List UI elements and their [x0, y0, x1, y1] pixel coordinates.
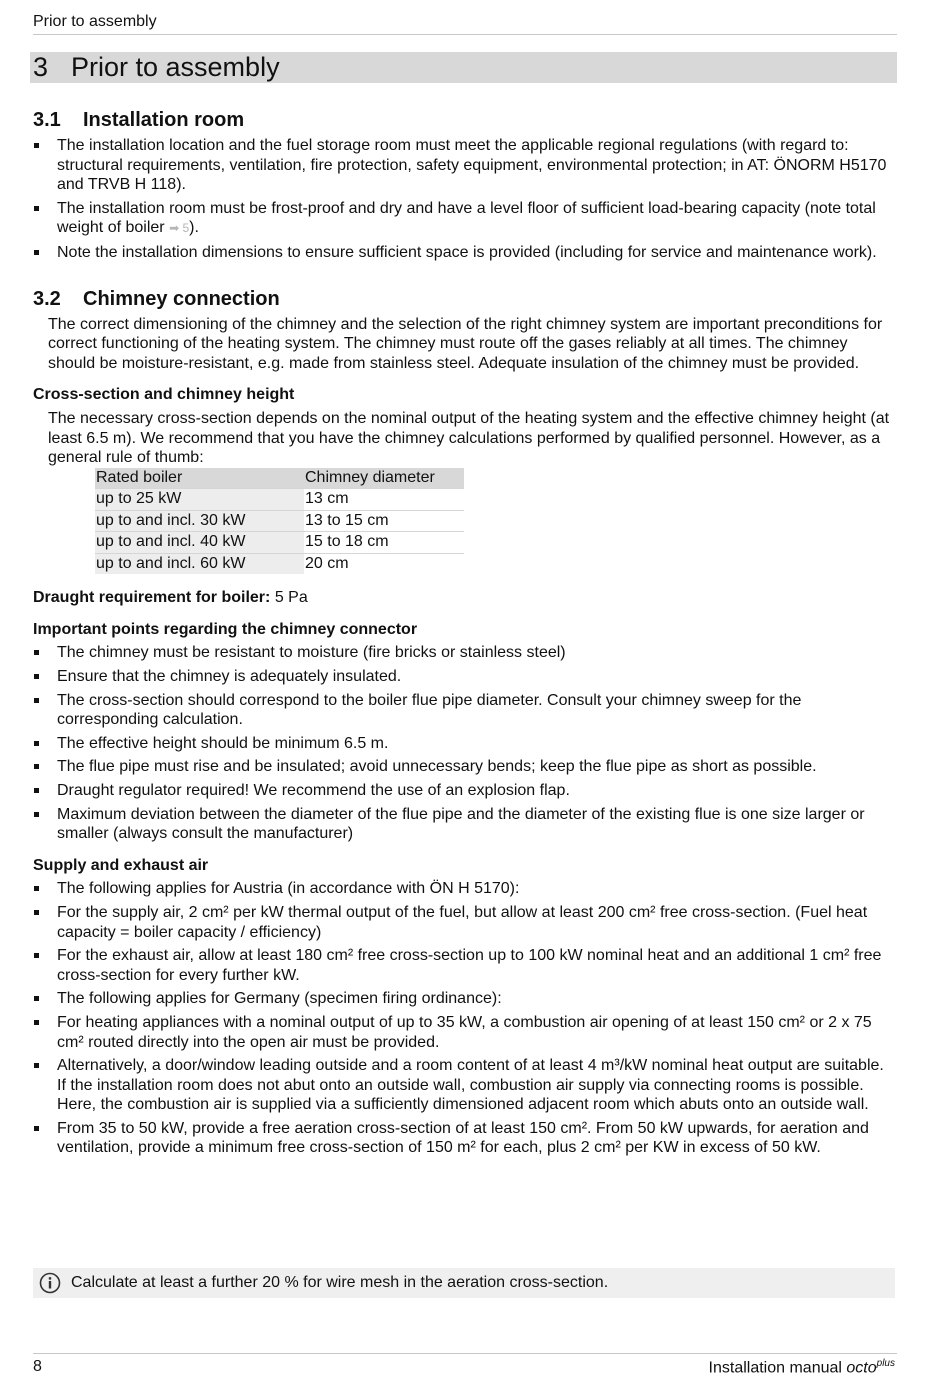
- list-item: Alternatively, a door/window leading outside and a room content of at least 4 m³/kW nominal heat output are suitable. If the installation room does not abut onto an outside wall, combustion air supply via connecting rooms is possible. Here, the combustion air is supplied via a sufficiently dimensioned adjacent room which abuts onto an outside wall.: [33, 1056, 897, 1115]
- list-item: The chimney must be resistant to moisture (fire bricks or stainless steel): [33, 643, 897, 663]
- page-number: 8: [33, 1358, 42, 1375]
- table-cell: up to and incl. 60 kW: [95, 553, 304, 574]
- section-heading-chimney-connection: [33, 287, 897, 311]
- list-item: For heating appliances with a nominal output of up to 35 kW, a combustion air opening of at least 150 cm² or 2 x 75 cm² routed directly into the open air must be provided.: [33, 1013, 897, 1052]
- supply-exhaust-heading: Supply and exhaust air: [33, 856, 209, 874]
- list-item: Note the installation dimensions to ensure sufficient space is provided (including for service and maintenance work).: [33, 243, 897, 263]
- table-cell: 13 cm: [304, 489, 464, 511]
- draught-requirement: [33, 588, 897, 608]
- section-heading-installation-room: [33, 108, 897, 132]
- list-item: Maximum deviation between the diameter of the flue pipe and the diameter of the existing flue is one size larger or smaller (always consult the manufacturer): [33, 805, 897, 844]
- list-item: For the exhaust air, allow at least 180 cm² free cross-section up to 100 kW nominal heat and an additional 1 cm² free cross-section for every further kW.: [33, 946, 897, 985]
- table-header-cell: Rated boiler: [95, 468, 304, 489]
- chimney-diameter-table: [95, 468, 464, 575]
- cross-section-heading: Cross-section and chimney height: [33, 386, 295, 404]
- chapter-number: 3: [33, 52, 49, 82]
- section-title: Installation room: [83, 109, 245, 131]
- list-item: The installation location and the fuel storage room must meet the applicable regional regulations (with regard to: structural requirements, ventilation, fire protection, safety equipment, environmental protection; in AT: ÖNORM H5170 and TRVB H 118).: [33, 136, 897, 195]
- section-number: 3.2: [33, 287, 61, 310]
- connector-list: [33, 643, 897, 843]
- section-title: Chimney connection: [83, 287, 280, 310]
- cross-section-paragraph: The necessary cross-section depends on the nominal output of the heating system and the effective chimney height (at least 6.5 m). We recommend that you have the chimney calculations performed by qualified personnel. However, as a general rule of thumb:: [48, 409, 890, 467]
- table-row: [95, 553, 464, 574]
- table-header-row: [95, 468, 464, 489]
- list-item: The flue pipe must rise and be insulated; avoid unnecessary bends; keep the flue pipe as short as possible.: [33, 757, 897, 777]
- chimney-intro-paragraph: The correct dimensioning of the chimney and the selection of the right chimney system are important preconditions for correct functioning of the heating system. The chimney must route off the gases reliably at all times. The chimney should be moisture-resistant, e.g. made from stainless steel. Adequate insulation of the chimney must be provided.: [48, 315, 883, 372]
- table-cell: 20 cm: [305, 554, 349, 572]
- info-note-text: Calculate at least a further 20 % for wire mesh in the aeration cross-section.: [71, 1274, 609, 1291]
- info-icon: [39, 1272, 61, 1294]
- table-row: [95, 532, 464, 554]
- page-content: [33, 108, 897, 1162]
- list-item-text: The installation room must be frost-proof and dry and have a level floor of sufficient load-bearing capacity (note total weight of boiler: [57, 199, 876, 237]
- footer-doc-title: [709, 1358, 895, 1377]
- table-cell: 13 to 15 cm: [304, 510, 464, 532]
- supply-exhaust-list: [33, 879, 897, 1158]
- table-cell: up to 25 kW: [95, 489, 304, 511]
- doc-title-text: Installation manual: [708, 1359, 847, 1377]
- cross-reference-page[interactable]: 5: [182, 221, 190, 236]
- cross-reference-arrow-icon: ➡: [169, 221, 183, 236]
- list-item: For the supply air, 2 cm² per kW thermal output of the fuel, but allow at least 200 cm² free cross-section. (Fuel heat capacity = boiler capacity / efficiency): [33, 903, 897, 942]
- chapter-heading: [30, 52, 897, 83]
- connector-heading: Important points regarding the chimney connector: [33, 620, 418, 638]
- table-row: [95, 510, 464, 532]
- installation-room-list: [33, 136, 897, 263]
- table-header-cell: Chimney diameter: [304, 468, 464, 489]
- list-item: The following applies for Germany (specimen firing ordinance):: [33, 989, 897, 1009]
- list-item-text-end: ).: [189, 219, 199, 237]
- chapter-title: Prior to assembly: [71, 52, 280, 82]
- table-cell: 15 to 18 cm: [304, 532, 464, 554]
- table-row: [95, 489, 464, 511]
- draught-label: Draught requirement for boiler:: [33, 589, 271, 607]
- product-name-superscript: plus: [876, 1358, 895, 1369]
- section-number: 3.1: [33, 109, 61, 131]
- list-item: The following applies for Austria (in accordance with ÖN H 5170):: [33, 879, 897, 899]
- table-cell: up to and incl. 40 kW: [95, 532, 304, 554]
- list-item: From 35 to 50 kW, provide a free aeration cross-section of at least 150 cm². From 50 kW upwards, for aeration and ventilation, provide a minimum free cross-section of 150 m² for each, plus 2 cm² per KW in excess of 50 kW.: [33, 1119, 897, 1158]
- list-item: The effective height should be minimum 6.5 m.: [33, 734, 897, 754]
- list-item: The cross-section should correspond to the boiler flue pipe diameter. Consult your chimney sweep for the corresponding calculation.: [33, 691, 897, 730]
- info-note: [33, 1268, 895, 1298]
- table-cell: up to and incl. 30 kW: [95, 510, 304, 532]
- list-item: Draught regulator required! We recommend the use of an explosion flap.: [33, 781, 897, 801]
- draught-value: 5 Pa: [274, 589, 308, 607]
- running-header: Prior to assembly: [33, 12, 897, 35]
- list-item: [33, 199, 897, 239]
- page-footer: [33, 1353, 897, 1378]
- list-item: Ensure that the chimney is adequately insulated.: [33, 667, 897, 687]
- product-name: octo: [846, 1359, 877, 1377]
